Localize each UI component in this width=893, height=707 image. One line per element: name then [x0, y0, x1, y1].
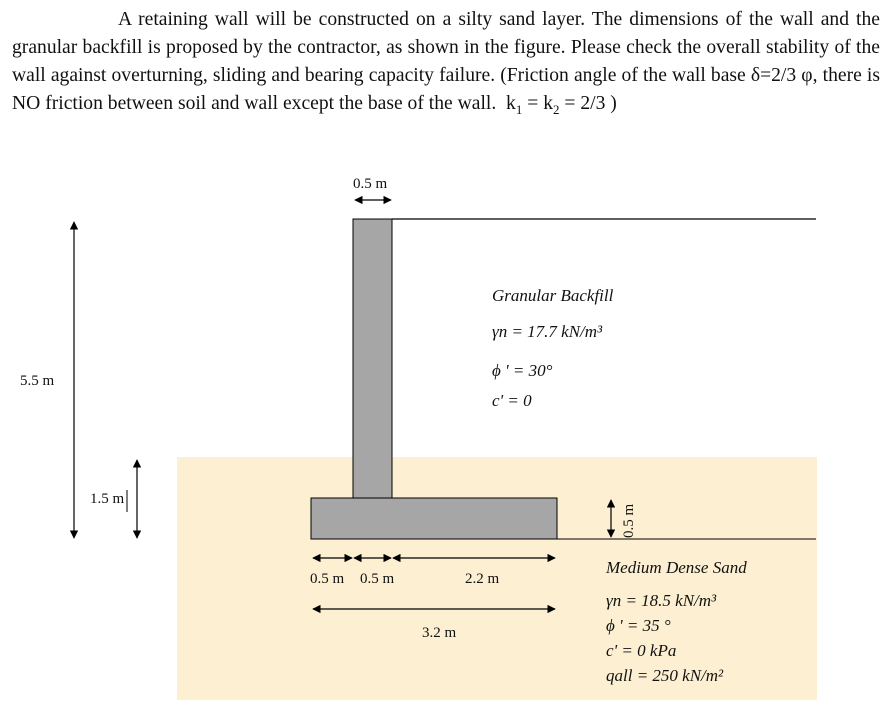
backfill-title: Granular Backfill [492, 286, 614, 305]
base-thickness-label: 0.5 m [621, 503, 637, 538]
foundation-cohesion: c' = 0 kPa [606, 641, 677, 660]
embed-depth-label: 1.5 m [90, 491, 125, 507]
total-height-label: 5.5 m [20, 373, 55, 389]
stem-width-label: 0.5 m [353, 176, 388, 192]
problem-text: A retaining wall will be constructed on a silty sand layer. The dimensions of the wall and the granular backfill is proposed by the contractor, as shown in the figure. Please check the overall stability of the wall against overturning, sliding and bearing capacity failure. (Friction angle of the wall base δ=2/3 φ, there is NO friction between soil and wall except the base of the wall. [12, 9, 880, 114]
foundation-title: Medium Dense Sand [606, 558, 747, 577]
foundation-qall: qall = 250 kN/m² [606, 666, 724, 685]
wall-stem [353, 219, 392, 499]
base-width-label: 3.2 m [422, 625, 457, 641]
wall-base [311, 498, 557, 539]
backfill-gamma: γn = 17.7 kN/m³ [492, 322, 603, 341]
backfill-cohesion: c' = 0 [492, 391, 532, 410]
stem-base-label: 0.5 m [360, 571, 395, 587]
heel-label: 2.2 m [465, 571, 500, 587]
foundation-gamma: γn = 18.5 kN/m³ [606, 591, 717, 610]
toe-label: 0.5 m [310, 571, 345, 587]
foundation-phi: ϕ ' = 35 ° [606, 616, 671, 635]
backfill-phi: ϕ ' = 30° [492, 361, 553, 380]
k-values: $k_1 = k_2 = 2/3$ ) [506, 93, 617, 117]
